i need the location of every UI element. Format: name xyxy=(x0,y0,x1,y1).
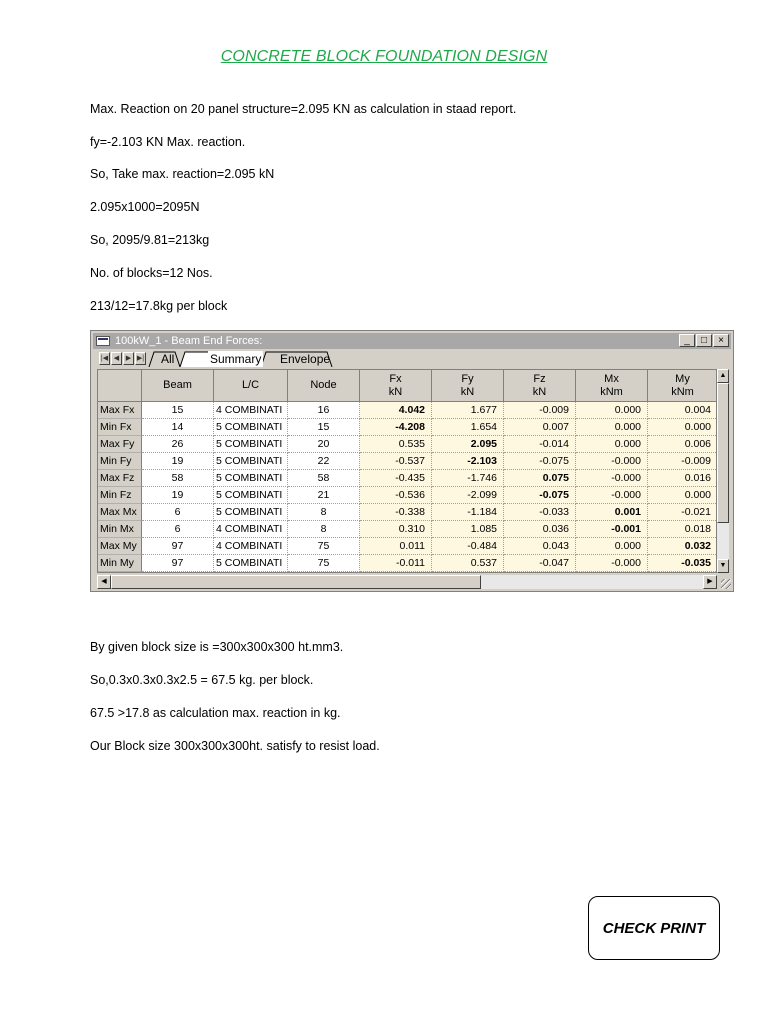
table-cell-lc[interactable]: 5 COMBINATI xyxy=(214,470,288,487)
table-cell-fy[interactable]: -2.103 xyxy=(432,453,504,470)
vertical-scrollbar[interactable] xyxy=(717,369,729,573)
table-cell-beam[interactable]: 19 xyxy=(142,453,214,470)
horizontal-scrollbar[interactable] xyxy=(97,575,717,589)
text-line-blocks: No. of blocks=12 Nos. xyxy=(90,266,213,280)
tab-row xyxy=(95,351,729,367)
text-line-block-size: By given block size is =300x300x300 ht.mm3. xyxy=(90,640,344,654)
minimize-button[interactable]: _ xyxy=(679,334,695,347)
table-cell-mx[interactable]: -0.000 xyxy=(576,453,648,470)
table-cell-beam[interactable]: 6 xyxy=(142,521,214,538)
table-cell-fy[interactable]: 2.095 xyxy=(432,436,504,453)
header-mx-label: Mx xyxy=(604,372,619,385)
text-line-newtons: 2.095x1000=2095N xyxy=(90,200,200,214)
table-cell-mx[interactable]: 0.001 xyxy=(576,504,648,521)
window-titlebar xyxy=(93,333,731,349)
tab-all[interactable]: All xyxy=(161,352,175,366)
table-cell-node[interactable]: 8 xyxy=(288,504,360,521)
table-cell-fz[interactable]: -0.047 xyxy=(504,555,576,572)
table-cell-node[interactable]: 15 xyxy=(288,419,360,436)
tab-envelope[interactable]: Envelope xyxy=(280,352,331,366)
table-cell-fz[interactable]: -0.033 xyxy=(504,504,576,521)
table-cell-mx[interactable]: 0.000 xyxy=(576,419,648,436)
scroll-left-icon[interactable]: ◀ xyxy=(97,575,111,589)
row-label[interactable]: Max Mx xyxy=(98,504,142,521)
table-cell-beam[interactable]: 97 xyxy=(142,538,214,555)
table-cell-lc[interactable]: 5 COMBINATI xyxy=(214,504,288,521)
scroll-right-icon[interactable]: ▶ xyxy=(703,575,717,589)
table-cell-my[interactable]: -0.009 xyxy=(648,453,717,470)
row-label[interactable]: Max Fx xyxy=(98,402,142,419)
first-tab-icon[interactable]: |◀ xyxy=(99,352,110,365)
table-cell-beam[interactable]: 97 xyxy=(142,555,214,572)
header-fy-label: Fy xyxy=(461,372,474,385)
last-tab-icon[interactable]: ▶| xyxy=(135,352,146,365)
table-cell-fz[interactable]: -0.075 xyxy=(504,453,576,470)
table-cell-fx[interactable]: -0.537 xyxy=(360,453,432,470)
next-tab-icon[interactable]: ▶ xyxy=(123,352,134,365)
row-label[interactable]: Min My xyxy=(98,555,142,572)
table-cell-node[interactable]: 75 xyxy=(288,555,360,572)
text-line-compare: 67.5 >17.8 as calculation max. reaction in kg. xyxy=(90,706,341,720)
window-title: 100kW_1 - Beam End Forces: xyxy=(115,335,263,347)
table-cell-mx[interactable]: 0.000 xyxy=(576,538,648,555)
table-cell-my[interactable]: 0.016 xyxy=(648,470,717,487)
header-my[interactable] xyxy=(648,370,717,402)
table-cell-lc[interactable]: 4 COMBINATI xyxy=(214,402,288,419)
header-lc-label: L/C xyxy=(241,379,260,391)
header-beam[interactable] xyxy=(142,370,214,402)
table-cell-node[interactable]: 8 xyxy=(288,521,360,538)
header-fz-unit: kN xyxy=(532,385,547,398)
table-cell-node[interactable]: 58 xyxy=(288,470,360,487)
table-cell-fz[interactable]: 0.043 xyxy=(504,538,576,555)
header-fx[interactable] xyxy=(360,370,432,402)
table-cell-fy[interactable]: 1.654 xyxy=(432,419,504,436)
table-cell-lc[interactable]: 5 COMBINATI xyxy=(214,487,288,504)
table-cell-node[interactable]: 21 xyxy=(288,487,360,504)
header-fy[interactable] xyxy=(432,370,504,402)
row-label[interactable]: Min Fy xyxy=(98,453,142,470)
table-cell-fx[interactable]: -0.011 xyxy=(360,555,432,572)
prev-tab-icon[interactable]: ◀ xyxy=(111,352,122,365)
row-label[interactable]: Min Fz xyxy=(98,487,142,504)
text-line-weight: So,0.3x0.3x0.3x2.5 = 67.5 kg. per block. xyxy=(90,673,314,687)
scroll-up-icon[interactable]: ▲ xyxy=(717,369,729,383)
table-cell-lc[interactable]: 5 COMBINATI xyxy=(214,419,288,436)
table-cell-fx[interactable]: 0.535 xyxy=(360,436,432,453)
table-cell-fx[interactable]: -4.208 xyxy=(360,419,432,436)
table-cell-node[interactable]: 75 xyxy=(288,538,360,555)
text-line-take-max: So, Take max. reaction=2.095 kN xyxy=(90,167,275,181)
header-mx[interactable] xyxy=(576,370,648,402)
table-cell-mx[interactable]: -0.000 xyxy=(576,555,648,572)
tab-summary[interactable]: Summary xyxy=(210,352,262,366)
close-button[interactable]: × xyxy=(713,334,729,347)
table-cell-lc[interactable]: 5 COMBINATI xyxy=(214,436,288,453)
table-cell-beam[interactable]: 58 xyxy=(142,470,214,487)
table-cell-fx[interactable]: 4.042 xyxy=(360,402,432,419)
header-beam-label: Beam xyxy=(163,379,192,391)
table-cell-my[interactable]: 0.000 xyxy=(648,419,717,436)
table-cell-my[interactable]: 0.032 xyxy=(648,538,717,555)
table-cell-fz[interactable]: -0.009 xyxy=(504,402,576,419)
row-label[interactable]: Max Fy xyxy=(98,436,142,453)
table-cell-my[interactable]: -0.021 xyxy=(648,504,717,521)
table-cell-mx[interactable]: -0.000 xyxy=(576,487,648,504)
table-cell-beam[interactable]: 15 xyxy=(142,402,214,419)
table-cell-node[interactable]: 16 xyxy=(288,402,360,419)
resize-grip-icon[interactable] xyxy=(721,579,731,589)
table-cell-my[interactable]: 0.004 xyxy=(648,402,717,419)
table-cell-lc[interactable]: 5 COMBINATI xyxy=(214,555,288,572)
table-cell-mx[interactable]: 0.000 xyxy=(576,436,648,453)
table-cell-beam[interactable]: 14 xyxy=(142,419,214,436)
table-cell-fx[interactable]: 0.310 xyxy=(360,521,432,538)
table-cell-fy[interactable]: 0.537 xyxy=(432,555,504,572)
table-cell-fz[interactable]: -0.014 xyxy=(504,436,576,453)
header-my-label: My xyxy=(675,372,690,385)
header-corner xyxy=(98,370,142,402)
table-cell-mx[interactable]: 0.000 xyxy=(576,402,648,419)
row-label[interactable]: Max Fz xyxy=(98,470,142,487)
table-cell-my[interactable]: -0.035 xyxy=(648,555,717,572)
table-cell-fz[interactable]: 0.075 xyxy=(504,470,576,487)
text-line-reaction: Max. Reaction on 20 panel structure=2.095 KN as calculation in staad report. xyxy=(90,102,517,116)
horizontal-scroll-thumb[interactable] xyxy=(111,575,481,589)
table-cell-beam[interactable]: 26 xyxy=(142,436,214,453)
table-cell-fy[interactable]: 1.085 xyxy=(432,521,504,538)
beam-end-forces-table xyxy=(97,369,717,573)
table-cell-fz[interactable]: 0.036 xyxy=(504,521,576,538)
row-label[interactable]: Max My xyxy=(98,538,142,555)
table-cell-fy[interactable]: -2.099 xyxy=(432,487,504,504)
vertical-scroll-thumb[interactable] xyxy=(717,383,729,523)
table-cell-mx[interactable]: -0.000 xyxy=(576,470,648,487)
beam-end-forces-window xyxy=(90,330,734,592)
table-cell-my[interactable]: 0.018 xyxy=(648,521,717,538)
header-my-unit: kNm xyxy=(671,385,694,398)
header-lc[interactable] xyxy=(214,370,288,402)
table-cell-fz[interactable]: 0.007 xyxy=(504,419,576,436)
check-print-stamp: CHECK PRINT xyxy=(588,896,720,960)
table-cell-lc[interactable]: 4 COMBINATI xyxy=(214,521,288,538)
table-cell-fx[interactable]: -0.435 xyxy=(360,470,432,487)
text-line-fy: fy=-2.103 KN Max. reaction. xyxy=(90,135,246,149)
table-cell-fz[interactable]: -0.075 xyxy=(504,487,576,504)
table-cell-lc[interactable]: 5 COMBINATI xyxy=(214,453,288,470)
table-cell-fy[interactable]: -0.484 xyxy=(432,538,504,555)
table-cell-beam[interactable]: 6 xyxy=(142,504,214,521)
table-cell-lc[interactable]: 4 COMBINATI xyxy=(214,538,288,555)
row-label[interactable]: Min Fx xyxy=(98,419,142,436)
header-node-label: Node xyxy=(310,379,337,391)
header-node[interactable] xyxy=(288,370,360,402)
document-title: CONCRETE BLOCK FOUNDATION DESIGN xyxy=(220,48,548,65)
table-cell-fx[interactable]: -0.536 xyxy=(360,487,432,504)
table-cell-my[interactable]: 0.006 xyxy=(648,436,717,453)
table-window-icon xyxy=(96,336,110,346)
table-cell-mx[interactable]: -0.001 xyxy=(576,521,648,538)
row-label[interactable]: Min Mx xyxy=(98,521,142,538)
maximize-button[interactable]: □ xyxy=(696,334,712,347)
header-fx-unit: kN xyxy=(388,385,403,398)
table-cell-fy[interactable]: -1.746 xyxy=(432,470,504,487)
header-fz-label: Fz xyxy=(533,372,546,385)
header-fz[interactable] xyxy=(504,370,576,402)
scroll-down-icon[interactable]: ▼ xyxy=(717,559,729,573)
text-line-conclusion: Our Block size 300x300x300ht. satisfy to resist load. xyxy=(90,739,380,753)
header-fx-label: Fx xyxy=(389,372,402,385)
table-cell-fy[interactable]: 1.677 xyxy=(432,402,504,419)
text-line-per-block: 213/12=17.8kg per block xyxy=(90,299,228,313)
table-cell-my[interactable]: 0.000 xyxy=(648,487,717,504)
table-cell-node[interactable]: 20 xyxy=(288,436,360,453)
table-cell-fy[interactable]: -1.184 xyxy=(432,504,504,521)
table-cell-beam[interactable]: 19 xyxy=(142,487,214,504)
text-line-kg: So, 2095/9.81=213kg xyxy=(90,233,210,247)
table-cell-node[interactable]: 22 xyxy=(288,453,360,470)
header-mx-unit: kNm xyxy=(600,385,623,398)
header-fy-unit: kN xyxy=(460,385,475,398)
table-cell-fx[interactable]: -0.338 xyxy=(360,504,432,521)
table-cell-fx[interactable]: 0.011 xyxy=(360,538,432,555)
